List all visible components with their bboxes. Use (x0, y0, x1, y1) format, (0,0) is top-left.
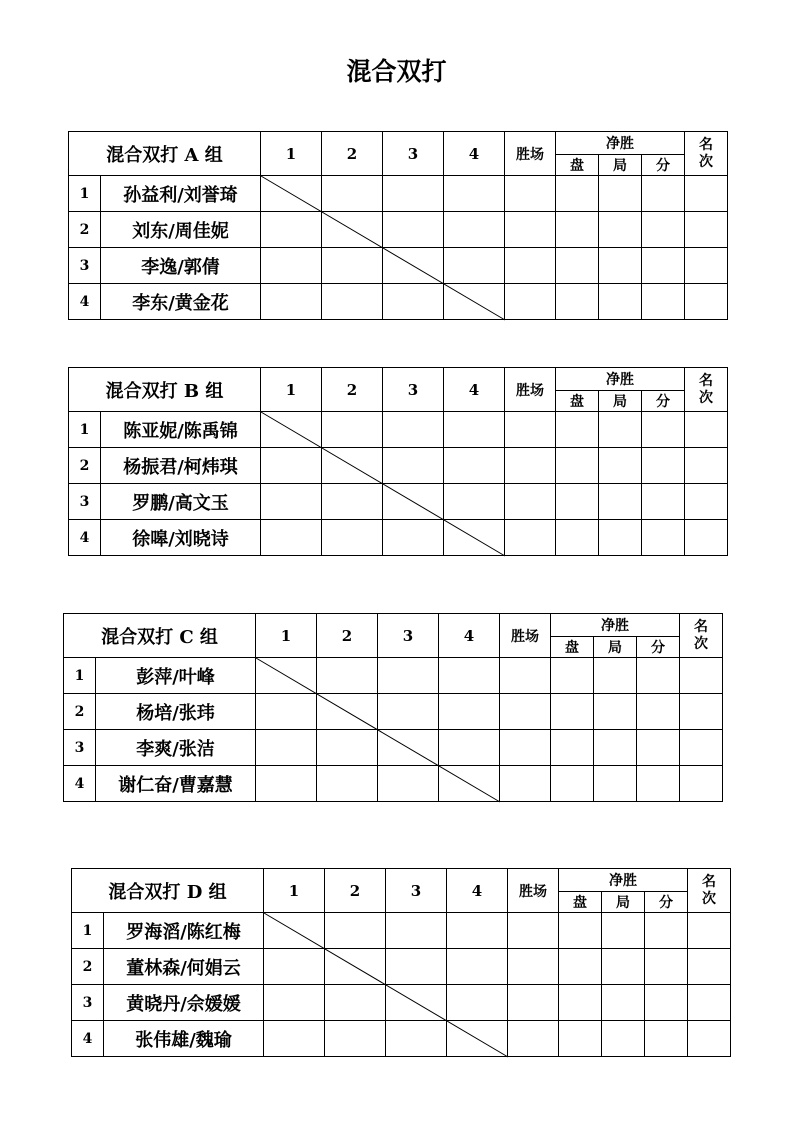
rank-cell[interactable] (680, 766, 723, 802)
player-number: 4 (69, 520, 101, 556)
player-number: 3 (72, 985, 104, 1021)
player-name: 李爽/张洁 (96, 730, 256, 766)
wins-header: 胜场 (505, 132, 556, 176)
result-cell (264, 913, 325, 949)
net-header: 净胜 (556, 368, 685, 391)
group-name: 混合双打 B 组 (69, 368, 261, 412)
result-cell (317, 694, 378, 730)
result-cell[interactable] (439, 658, 500, 694)
player-number: 4 (64, 766, 96, 802)
net-cell[interactable] (602, 949, 645, 985)
column-header: 4 (439, 614, 500, 658)
player-number: 2 (69, 448, 101, 484)
table-row (69, 248, 728, 284)
table-row (69, 212, 728, 248)
result-cell[interactable] (256, 766, 317, 802)
result-cell[interactable] (447, 985, 508, 1021)
net-cell[interactable] (556, 176, 599, 212)
net-cell[interactable] (642, 448, 685, 484)
net-cell[interactable] (645, 949, 688, 985)
net-cell[interactable] (559, 1021, 602, 1057)
result-cell[interactable] (261, 484, 322, 520)
result-cell (325, 949, 386, 985)
wins-cell[interactable] (508, 913, 559, 949)
result-cell[interactable] (325, 1021, 386, 1057)
result-cell (386, 985, 447, 1021)
player-name: 刘东/周佳妮 (101, 212, 261, 248)
player-number: 2 (64, 694, 96, 730)
sets-header: 盘 (556, 155, 599, 176)
result-cell[interactable] (325, 913, 386, 949)
rank-cell[interactable] (685, 412, 728, 448)
column-header: 2 (322, 368, 383, 412)
result-cell[interactable] (256, 730, 317, 766)
result-cell[interactable] (378, 694, 439, 730)
wins-cell[interactable] (508, 1021, 559, 1057)
net-cell[interactable] (559, 913, 602, 949)
result-cell[interactable] (264, 985, 325, 1021)
table-row (72, 949, 731, 985)
points-header: 分 (645, 892, 688, 913)
player-number: 3 (64, 730, 96, 766)
result-cell[interactable] (261, 448, 322, 484)
rank-cell[interactable] (688, 1021, 731, 1057)
result-cell[interactable] (325, 985, 386, 1021)
table-row (69, 448, 728, 484)
table-row (69, 484, 728, 520)
net-cell[interactable] (645, 913, 688, 949)
result-cell[interactable] (383, 520, 444, 556)
rank-cell[interactable] (685, 248, 728, 284)
result-cell[interactable] (444, 212, 505, 248)
player-name: 孙益利/刘誉琦 (101, 176, 261, 212)
rank-cell[interactable] (685, 176, 728, 212)
result-cell[interactable] (317, 658, 378, 694)
result-cell (256, 658, 317, 694)
wins-cell[interactable] (505, 484, 556, 520)
net-cell[interactable] (602, 985, 645, 1021)
sets-header: 盘 (556, 391, 599, 412)
sets-header: 盘 (551, 637, 594, 658)
wins-cell[interactable] (508, 949, 559, 985)
result-cell[interactable] (439, 730, 500, 766)
player-name: 罗鹏/高文玉 (101, 484, 261, 520)
rank-cell[interactable] (680, 658, 723, 694)
result-cell[interactable] (322, 412, 383, 448)
result-cell[interactable] (261, 212, 322, 248)
wins-header: 胜场 (508, 869, 559, 913)
player-name: 罗海滔/陈红梅 (104, 913, 264, 949)
net-cell[interactable] (637, 730, 680, 766)
table-row (64, 658, 723, 694)
net-cell[interactable] (551, 730, 594, 766)
wins-cell[interactable] (505, 448, 556, 484)
player-name: 陈亚妮/陈禹锦 (101, 412, 261, 448)
table-row (72, 1021, 731, 1057)
group-table (68, 131, 728, 320)
table-row (69, 284, 728, 320)
net-cell[interactable] (637, 694, 680, 730)
result-cell[interactable] (383, 412, 444, 448)
result-cell[interactable] (386, 1021, 447, 1057)
column-header: 2 (317, 614, 378, 658)
player-name: 杨振君/柯炜琪 (101, 448, 261, 484)
wins-cell[interactable] (505, 212, 556, 248)
net-cell[interactable] (556, 284, 599, 320)
result-cell[interactable] (378, 658, 439, 694)
sets-header: 盘 (559, 892, 602, 913)
player-number: 4 (72, 1021, 104, 1057)
net-cell[interactable] (556, 212, 599, 248)
result-cell[interactable] (322, 520, 383, 556)
wins-cell[interactable] (500, 766, 551, 802)
result-cell[interactable] (444, 484, 505, 520)
rank-label-1: 名 (702, 873, 717, 890)
group-table (71, 868, 731, 1057)
rank-label-2: 次 (699, 153, 714, 170)
player-name: 徐嗥/刘晓诗 (101, 520, 261, 556)
result-cell[interactable] (264, 949, 325, 985)
net-cell[interactable] (594, 766, 637, 802)
result-cell[interactable] (378, 766, 439, 802)
player-number: 1 (72, 913, 104, 949)
rank-cell[interactable] (688, 949, 731, 985)
games-header: 局 (594, 637, 637, 658)
net-cell[interactable] (556, 248, 599, 284)
result-cell[interactable] (322, 284, 383, 320)
wins-cell[interactable] (505, 176, 556, 212)
rank-label-1: 名 (699, 372, 714, 389)
rank-label-1: 名 (699, 136, 714, 153)
table-row (64, 694, 723, 730)
column-header: 3 (383, 132, 444, 176)
table-row (64, 766, 723, 802)
games-header: 局 (599, 155, 642, 176)
player-name: 董林森/何娟云 (104, 949, 264, 985)
result-cell (322, 448, 383, 484)
column-header: 1 (261, 368, 322, 412)
player-number: 1 (69, 412, 101, 448)
result-cell (261, 412, 322, 448)
result-cell[interactable] (264, 1021, 325, 1057)
result-cell[interactable] (383, 284, 444, 320)
net-cell[interactable] (559, 949, 602, 985)
result-cell (383, 484, 444, 520)
result-cell[interactable] (261, 520, 322, 556)
net-header: 净胜 (559, 869, 688, 892)
group-table (63, 613, 723, 802)
result-cell (444, 520, 505, 556)
points-header: 分 (637, 637, 680, 658)
result-cell[interactable] (383, 212, 444, 248)
group-name: 混合双打 C 组 (64, 614, 256, 658)
result-cell[interactable] (322, 484, 383, 520)
result-cell[interactable] (256, 694, 317, 730)
net-cell[interactable] (642, 520, 685, 556)
column-header: 1 (264, 869, 325, 913)
net-cell[interactable] (556, 412, 599, 448)
column-header: 4 (444, 368, 505, 412)
result-cell[interactable] (317, 766, 378, 802)
result-cell[interactable] (444, 412, 505, 448)
result-cell (444, 284, 505, 320)
points-header: 分 (642, 391, 685, 412)
result-cell[interactable] (444, 448, 505, 484)
result-cell[interactable] (322, 248, 383, 284)
player-number: 3 (69, 484, 101, 520)
player-number: 2 (72, 949, 104, 985)
net-cell[interactable] (599, 412, 642, 448)
result-cell (439, 766, 500, 802)
player-number: 2 (69, 212, 101, 248)
rank-header (688, 869, 731, 913)
group-table (68, 367, 728, 556)
wins-cell[interactable] (500, 658, 551, 694)
net-cell[interactable] (599, 176, 642, 212)
net-cell[interactable] (599, 248, 642, 284)
result-cell[interactable] (444, 176, 505, 212)
wins-cell[interactable] (505, 284, 556, 320)
table-row (72, 913, 731, 949)
column-header: 4 (444, 132, 505, 176)
net-cell[interactable] (556, 484, 599, 520)
net-cell[interactable] (642, 248, 685, 284)
rank-cell[interactable] (680, 694, 723, 730)
net-cell[interactable] (599, 212, 642, 248)
column-header: 2 (322, 132, 383, 176)
player-name: 李东/黄金花 (101, 284, 261, 320)
net-cell[interactable] (642, 484, 685, 520)
rank-cell[interactable] (685, 284, 728, 320)
player-number: 4 (69, 284, 101, 320)
net-cell[interactable] (599, 448, 642, 484)
group-name: 混合双打 D 组 (72, 869, 264, 913)
column-header: 3 (383, 368, 444, 412)
net-header: 净胜 (551, 614, 680, 637)
net-cell[interactable] (642, 212, 685, 248)
games-header: 局 (602, 892, 645, 913)
result-cell[interactable] (447, 913, 508, 949)
net-cell[interactable] (642, 412, 685, 448)
net-cell[interactable] (637, 658, 680, 694)
table-row (69, 412, 728, 448)
rank-cell[interactable] (688, 985, 731, 1021)
result-cell[interactable] (386, 913, 447, 949)
table-row (69, 176, 728, 212)
wins-cell[interactable] (505, 248, 556, 284)
table-row (64, 730, 723, 766)
rank-label-1: 名 (694, 618, 709, 635)
points-header: 分 (642, 155, 685, 176)
rank-header (685, 132, 728, 176)
result-cell[interactable] (317, 730, 378, 766)
player-name: 彭萍/叶峰 (96, 658, 256, 694)
rank-cell[interactable] (680, 730, 723, 766)
result-cell[interactable] (439, 694, 500, 730)
net-cell[interactable] (594, 694, 637, 730)
result-cell (261, 176, 322, 212)
wins-header: 胜场 (505, 368, 556, 412)
net-cell[interactable] (642, 284, 685, 320)
wins-cell[interactable] (500, 730, 551, 766)
result-cell[interactable] (386, 949, 447, 985)
net-cell[interactable] (551, 658, 594, 694)
wins-cell[interactable] (505, 412, 556, 448)
rank-header (685, 368, 728, 412)
net-cell[interactable] (551, 694, 594, 730)
column-header: 1 (256, 614, 317, 658)
page-title: 混合双打 (346, 57, 447, 86)
player-name: 谢仁奋/曹嘉慧 (96, 766, 256, 802)
player-name: 李逸/郭倩 (101, 248, 261, 284)
net-cell[interactable] (637, 766, 680, 802)
table-row (69, 520, 728, 556)
games-header: 局 (599, 391, 642, 412)
result-cell (378, 730, 439, 766)
rank-cell[interactable] (688, 913, 731, 949)
rank-cell[interactable] (685, 212, 728, 248)
net-cell[interactable] (642, 176, 685, 212)
net-cell[interactable] (602, 1021, 645, 1057)
player-number: 1 (69, 176, 101, 212)
net-cell[interactable] (599, 284, 642, 320)
result-cell[interactable] (322, 176, 383, 212)
net-cell[interactable] (599, 484, 642, 520)
net-cell[interactable] (594, 658, 637, 694)
net-cell[interactable] (559, 985, 602, 1021)
rank-cell[interactable] (685, 520, 728, 556)
result-cell[interactable] (383, 448, 444, 484)
rank-label-2: 次 (702, 890, 717, 907)
result-cell[interactable] (383, 176, 444, 212)
table-row (72, 985, 731, 1021)
player-name: 黄晓丹/佘媛媛 (104, 985, 264, 1021)
rank-label-2: 次 (694, 635, 709, 652)
net-cell[interactable] (645, 985, 688, 1021)
player-name: 杨培/张玮 (96, 694, 256, 730)
rank-cell[interactable] (685, 448, 728, 484)
result-cell (447, 1021, 508, 1057)
wins-cell[interactable] (500, 694, 551, 730)
rank-header (680, 614, 723, 658)
result-cell[interactable] (261, 284, 322, 320)
net-cell[interactable] (594, 730, 637, 766)
result-cell[interactable] (447, 949, 508, 985)
wins-cell[interactable] (508, 985, 559, 1021)
wins-cell[interactable] (505, 520, 556, 556)
player-number: 1 (64, 658, 96, 694)
result-cell (383, 248, 444, 284)
net-cell[interactable] (645, 1021, 688, 1057)
net-cell[interactable] (551, 766, 594, 802)
column-header: 2 (325, 869, 386, 913)
column-header: 3 (378, 614, 439, 658)
player-name: 张伟雄/魏瑜 (104, 1021, 264, 1057)
net-cell[interactable] (556, 520, 599, 556)
column-header: 4 (447, 869, 508, 913)
net-cell[interactable] (599, 520, 642, 556)
net-cell[interactable] (556, 448, 599, 484)
rank-cell[interactable] (685, 484, 728, 520)
rank-label-2: 次 (699, 389, 714, 406)
column-header: 3 (386, 869, 447, 913)
result-cell (322, 212, 383, 248)
player-number: 3 (69, 248, 101, 284)
result-cell[interactable] (261, 248, 322, 284)
net-cell[interactable] (602, 913, 645, 949)
wins-header: 胜场 (500, 614, 551, 658)
net-header: 净胜 (556, 132, 685, 155)
group-name: 混合双打 A 组 (69, 132, 261, 176)
result-cell[interactable] (444, 248, 505, 284)
column-header: 1 (261, 132, 322, 176)
